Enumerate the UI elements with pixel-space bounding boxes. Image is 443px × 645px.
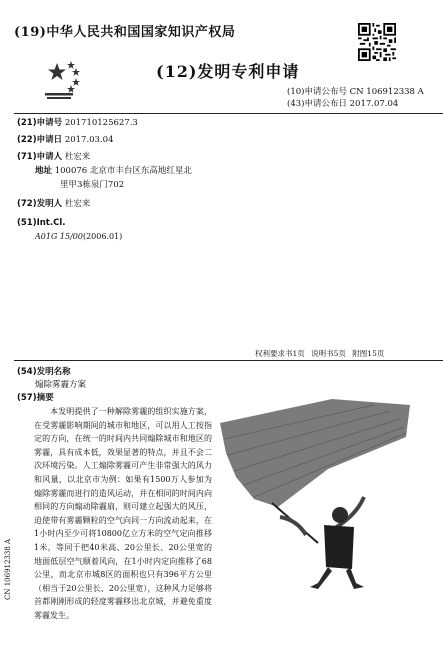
abstract-body: 本发明提供了一种解除雾霾的组织实施方案，在受雾霾影响期间的城市和地区，可以用人工按指定的方向，在统一的时间内共同煽除城市和地区的雾霾，具有成本低，效果显著的特点，并且不会二次环境污染。人工煽除雾霾可产生非常强大的风力和风量，以北京市为例：如果有1500万人参加为煽除雾霾而进行的造风运动，并在相同的时间内向相同的方向煽动除霾扇，则可建立起强大的风压，迫使带有雾霾颗粒的空气向同一方向流动起来，在1小时内至少可将10800亿立方米的空气定向推移1米，等同于把40米高、20公里长、20公里宽的地面低层空气顺着风向，在1小时内定向推移了68公里，而北京市城8区的面积也只有396平方公里（相当于20公里长、20公里宽），这种风力足够将首都刚刚形成的轻度雾霾移出北京城，并避免重度雾霾发生。 [34, 407, 212, 620]
applicant-label: (71)申请人 [17, 152, 63, 162]
inventor-field [17, 198, 90, 211]
application-date-field [17, 134, 113, 147]
inventor-label: (72)发明人 [17, 199, 63, 209]
int-cl-label: (51)Int.Cl. [17, 218, 66, 228]
address-line-2: 里甲3栋泉门702 [60, 180, 125, 190]
publication-date: (43)申请公布日 2017.07.04 [287, 99, 399, 109]
address-line-1: 100076 北京市丰台区东高地红星北 [54, 166, 192, 176]
document-type-title: (12)发明专利申请 [156, 62, 300, 81]
applicant-value: 杜宏来 [64, 152, 91, 162]
ipc-code: A01G 15/00 [35, 232, 83, 241]
invention-name-label: (54)发明名称 [17, 367, 71, 377]
address-label: 地址 [35, 166, 53, 176]
application-date-value: 2017.03.04 [64, 135, 114, 145]
application-number-label: (21)申请号 [17, 118, 63, 128]
invention-name: 煽除雾霾方案 [35, 380, 87, 390]
publication-info [287, 86, 424, 110]
header-divider [14, 113, 443, 114]
inventor-value: 杜宏来 [64, 199, 91, 209]
page-counts: 权利要求书1页 说明书5页 附图15页 [255, 349, 385, 358]
abstract-label: (57)摘要 [17, 393, 54, 403]
side-publication-number: CN 106912338 A [4, 538, 12, 600]
application-number-field [17, 117, 138, 130]
publication-number: (10)申请公布号 CN 106912338 A [287, 87, 424, 97]
qr-code-icon [358, 23, 396, 61]
ipc-date: (2006.01) [82, 232, 123, 241]
application-date-label: (22)申请日 [17, 135, 63, 145]
applicant-field [17, 151, 90, 164]
abstract-figure-person-with-fan [214, 399, 422, 589]
application-number-value: 201710125627.3 [64, 118, 138, 128]
office-name: (19)中华人民共和国国家知识产权局 [14, 25, 236, 40]
address-field [35, 165, 192, 178]
body-divider [14, 360, 443, 361]
ipc-classification [35, 232, 122, 241]
national-emblem-icon [43, 59, 87, 103]
abstract-text [34, 405, 212, 623]
